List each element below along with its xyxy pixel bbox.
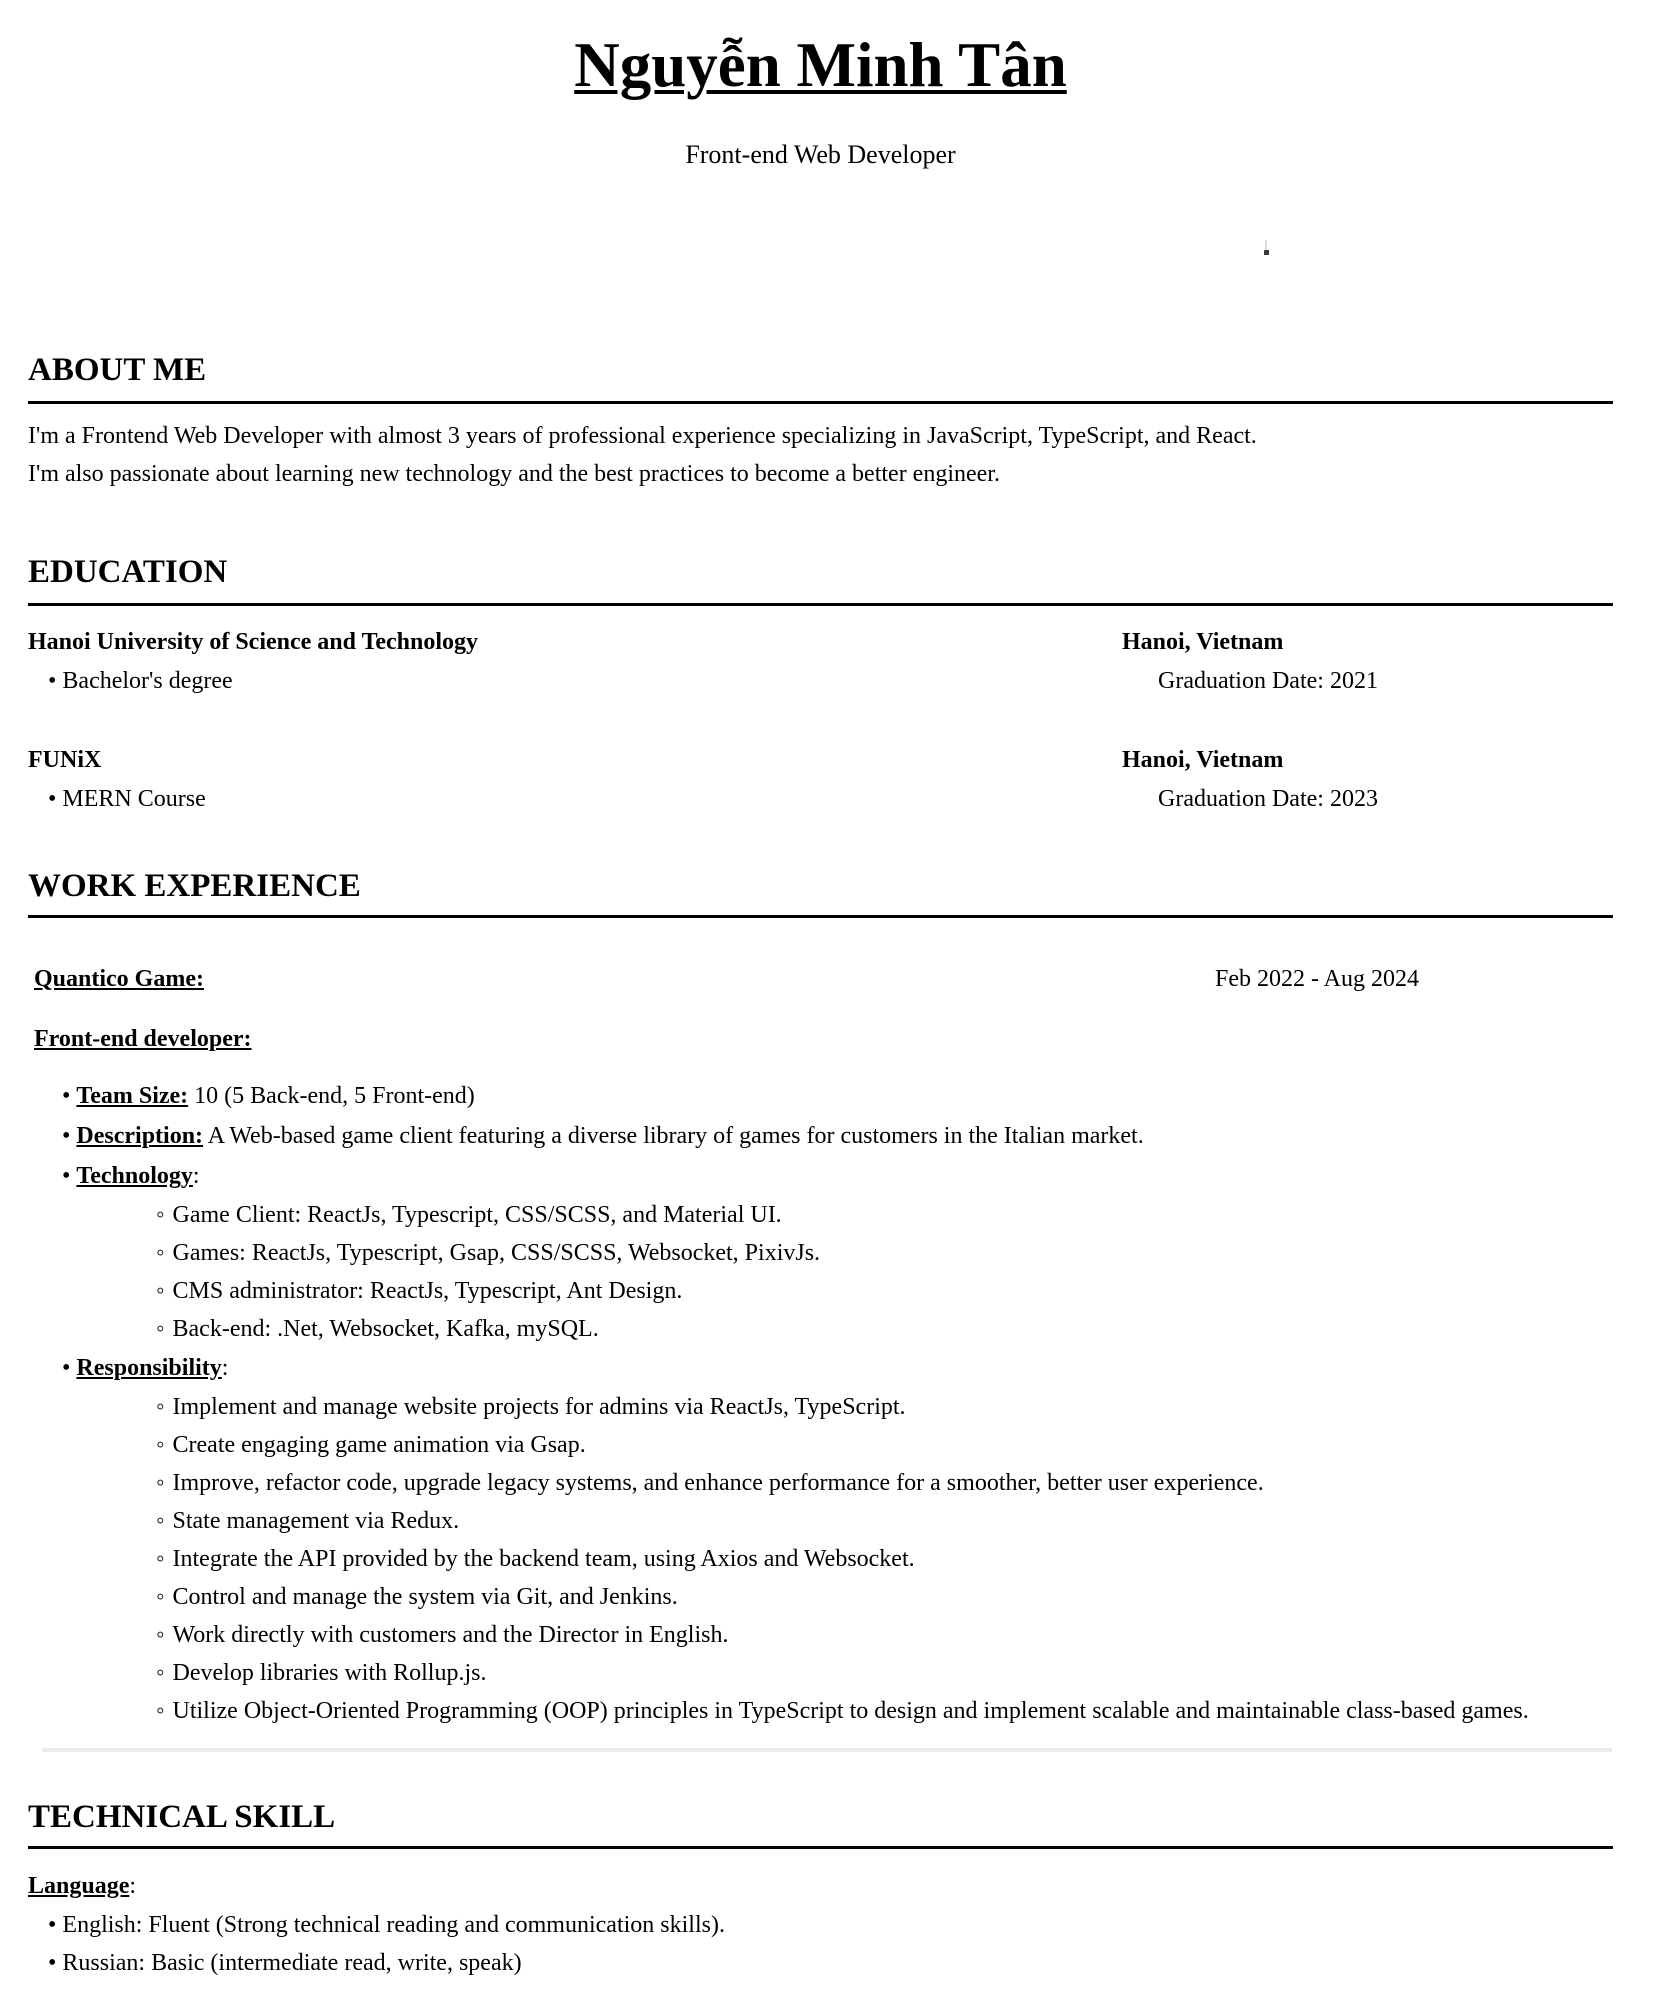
graduation-date: Graduation Date: 2023 [1158,786,1378,812]
education-section [28,550,1613,816]
team-size-item [28,1076,1613,1116]
description-item [28,1116,1613,1156]
circle-bullet-icon: ◦ [156,1508,165,1534]
circle-bullet-icon: ◦ [156,1278,165,1304]
description-value: A Web-based game client featuring a diverse library of games for customers in the Italian market. [207,1123,1144,1149]
cursor-artifact-dot [1264,250,1269,255]
description-label: Description: [76,1123,204,1149]
about-paragraph [28,417,1613,493]
skills-heading-rule [28,1846,1613,1849]
circle-bullet-icon: ◦ [156,1660,165,1686]
responsibility-sub-item [28,1578,1613,1616]
responsibility-sub-item [28,1540,1613,1578]
responsibility-sub-item [28,1692,1613,1730]
responsibility-sub-item [28,1654,1613,1692]
circle-bullet-icon: ◦ [156,1316,165,1342]
language-label-row [28,1869,1613,1903]
work-section [28,865,1613,1730]
responsibility-sub-text: Utilize Object-Oriented Programming (OOP) principles in TypeScript to design and implement scalable and maintainable class-based games. [172,1698,1529,1724]
circle-bullet-icon: ◦ [156,1394,165,1420]
circle-bullet-icon: ◦ [156,1470,165,1496]
skills-section [28,1796,1613,1982]
role-subtitle: Front-end Web Developer [685,140,956,169]
school-location: Hanoi, Vietnam [1122,747,1284,773]
responsibility-sub-item [28,1616,1613,1654]
responsibility-item [28,1348,1613,1388]
technology-sub-text: Game Client: ReactJs, Typescript, CSS/SCSS, and Material UI. [172,1202,782,1228]
responsibility-sub-text: Implement and manage website projects for admins via ReactJs, TypeScript. [172,1394,906,1420]
responsibility-sub-text: Create engaging game animation via Gsap. [172,1432,586,1458]
school-name: Hanoi University of Science and Technology [28,629,479,655]
technology-sub-item [28,1234,1613,1272]
responsibility-colon: : [221,1355,229,1381]
technology-sub-text: Back-end: .Net, Websocket, Kafka, mySQL. [172,1316,599,1342]
language-item [28,1906,1613,1944]
language-item-text: English: Fluent (Strong technical reading and communication skills). [62,1912,725,1938]
technology-sub-item [28,1272,1613,1310]
responsibility-sub-item [28,1426,1613,1464]
circle-bullet-icon: ◦ [156,1202,165,1228]
technology-text [76,1156,1436,1196]
responsibility-text [76,1348,1436,1388]
responsibility-sub-text: State management via Redux. [172,1508,460,1534]
bullet-icon: • [62,1083,71,1109]
circle-bullet-icon: ◦ [156,1622,165,1648]
graduation-date: Graduation Date: 2021 [1158,668,1378,694]
about-line-1: I'm a Frontend Web Developer with almost 3 years of professional experience specializing in JavaScript, TypeScript, and React. [28,423,1257,449]
circle-bullet-icon: ◦ [156,1546,165,1572]
company-name: Quantico Game: [34,966,204,992]
skills-heading: TECHNICAL SKILL [28,1799,336,1835]
team-size-text [76,1076,1436,1116]
about-line-2: I'm also passionate about learning new technology and the best practices to become a better engineer. [28,461,1000,487]
responsibility-sub-text: Work directly with customers and the Director in English. [172,1622,729,1648]
team-size-label: Team Size: [76,1083,189,1109]
employment-dates: Feb 2022 - Aug 2024 [1215,966,1419,992]
education-degree-row [28,664,1613,698]
about-heading: ABOUT ME [28,352,207,388]
circle-bullet-icon: ◦ [156,1432,165,1458]
circle-bullet-icon: ◦ [156,1584,165,1610]
responsibility-sub-text: Integrate the API provided by the backend team, using Axios and Websocket. [172,1546,915,1572]
section-divider [42,1748,1612,1752]
language-colon: : [129,1873,137,1899]
education-heading-rule [28,603,1613,606]
bullet-icon: • [62,1355,71,1381]
work-heading-rule [28,915,1613,918]
about-section [28,348,1613,493]
technology-item [28,1156,1613,1196]
bullet-icon: • [48,1912,57,1938]
technology-sub-item [28,1310,1613,1348]
responsibility-sub-text: Develop libraries with Rollup.js. [172,1660,487,1686]
language-item-text: Russian: Basic (intermediate read, write, speak) [62,1950,522,1976]
role-name: Front-end developer: [34,1026,252,1052]
technology-sub-item [28,1196,1613,1234]
company-row [34,962,1613,996]
bullet-icon: • [62,1123,71,1149]
technology-colon: : [192,1163,200,1189]
technology-label: Technology [76,1163,193,1189]
team-size-value: 10 (5 Back-end, 5 Front-end) [194,1083,475,1109]
description-text [76,1116,1436,1156]
language-list [28,1906,1613,1982]
bullet-icon: • [62,1163,71,1189]
responsibility-sub-text: Improve, refactor code, upgrade legacy systems, and enhance performance for a smoother, better user experience. [172,1470,1264,1496]
responsibility-label: Responsibility [76,1355,222,1381]
responsibility-sub-item [28,1388,1613,1426]
name-heading: Nguyễn Minh Tân [574,30,1067,100]
circle-bullet-icon: ◦ [156,1698,165,1724]
school-location: Hanoi, Vietnam [1122,629,1284,655]
bullet-icon: • [48,786,57,812]
role-row [34,1022,1613,1056]
bullet-icon: • [48,1950,57,1976]
work-detail-list [28,1076,1613,1730]
education-entry-row [28,625,1613,659]
school-name: FUNiX [28,747,102,773]
degree-text: MERN Course [62,786,206,812]
about-heading-rule [28,401,1613,404]
responsibility-sub-item [28,1502,1613,1540]
responsibility-sub-item [28,1464,1613,1502]
responsibility-sub-text: Control and manage the system via Git, and Jenkins. [172,1584,678,1610]
education-entry-row [28,743,1613,777]
bullet-icon: • [48,668,57,694]
circle-bullet-icon: ◦ [156,1240,165,1266]
language-item [28,1944,1613,1982]
degree-text: Bachelor's degree [62,668,233,694]
education-heading: EDUCATION [28,554,228,590]
education-degree-row [28,782,1613,816]
technology-sub-text: CMS administrator: ReactJs, Typescript, Ant Design. [172,1278,683,1304]
language-label: Language [28,1873,130,1899]
work-heading: WORK EXPERIENCE [28,868,361,904]
technology-sub-text: Games: ReactJs, Typescript, Gsap, CSS/SCSS, Websocket, PixivJs. [172,1240,821,1266]
